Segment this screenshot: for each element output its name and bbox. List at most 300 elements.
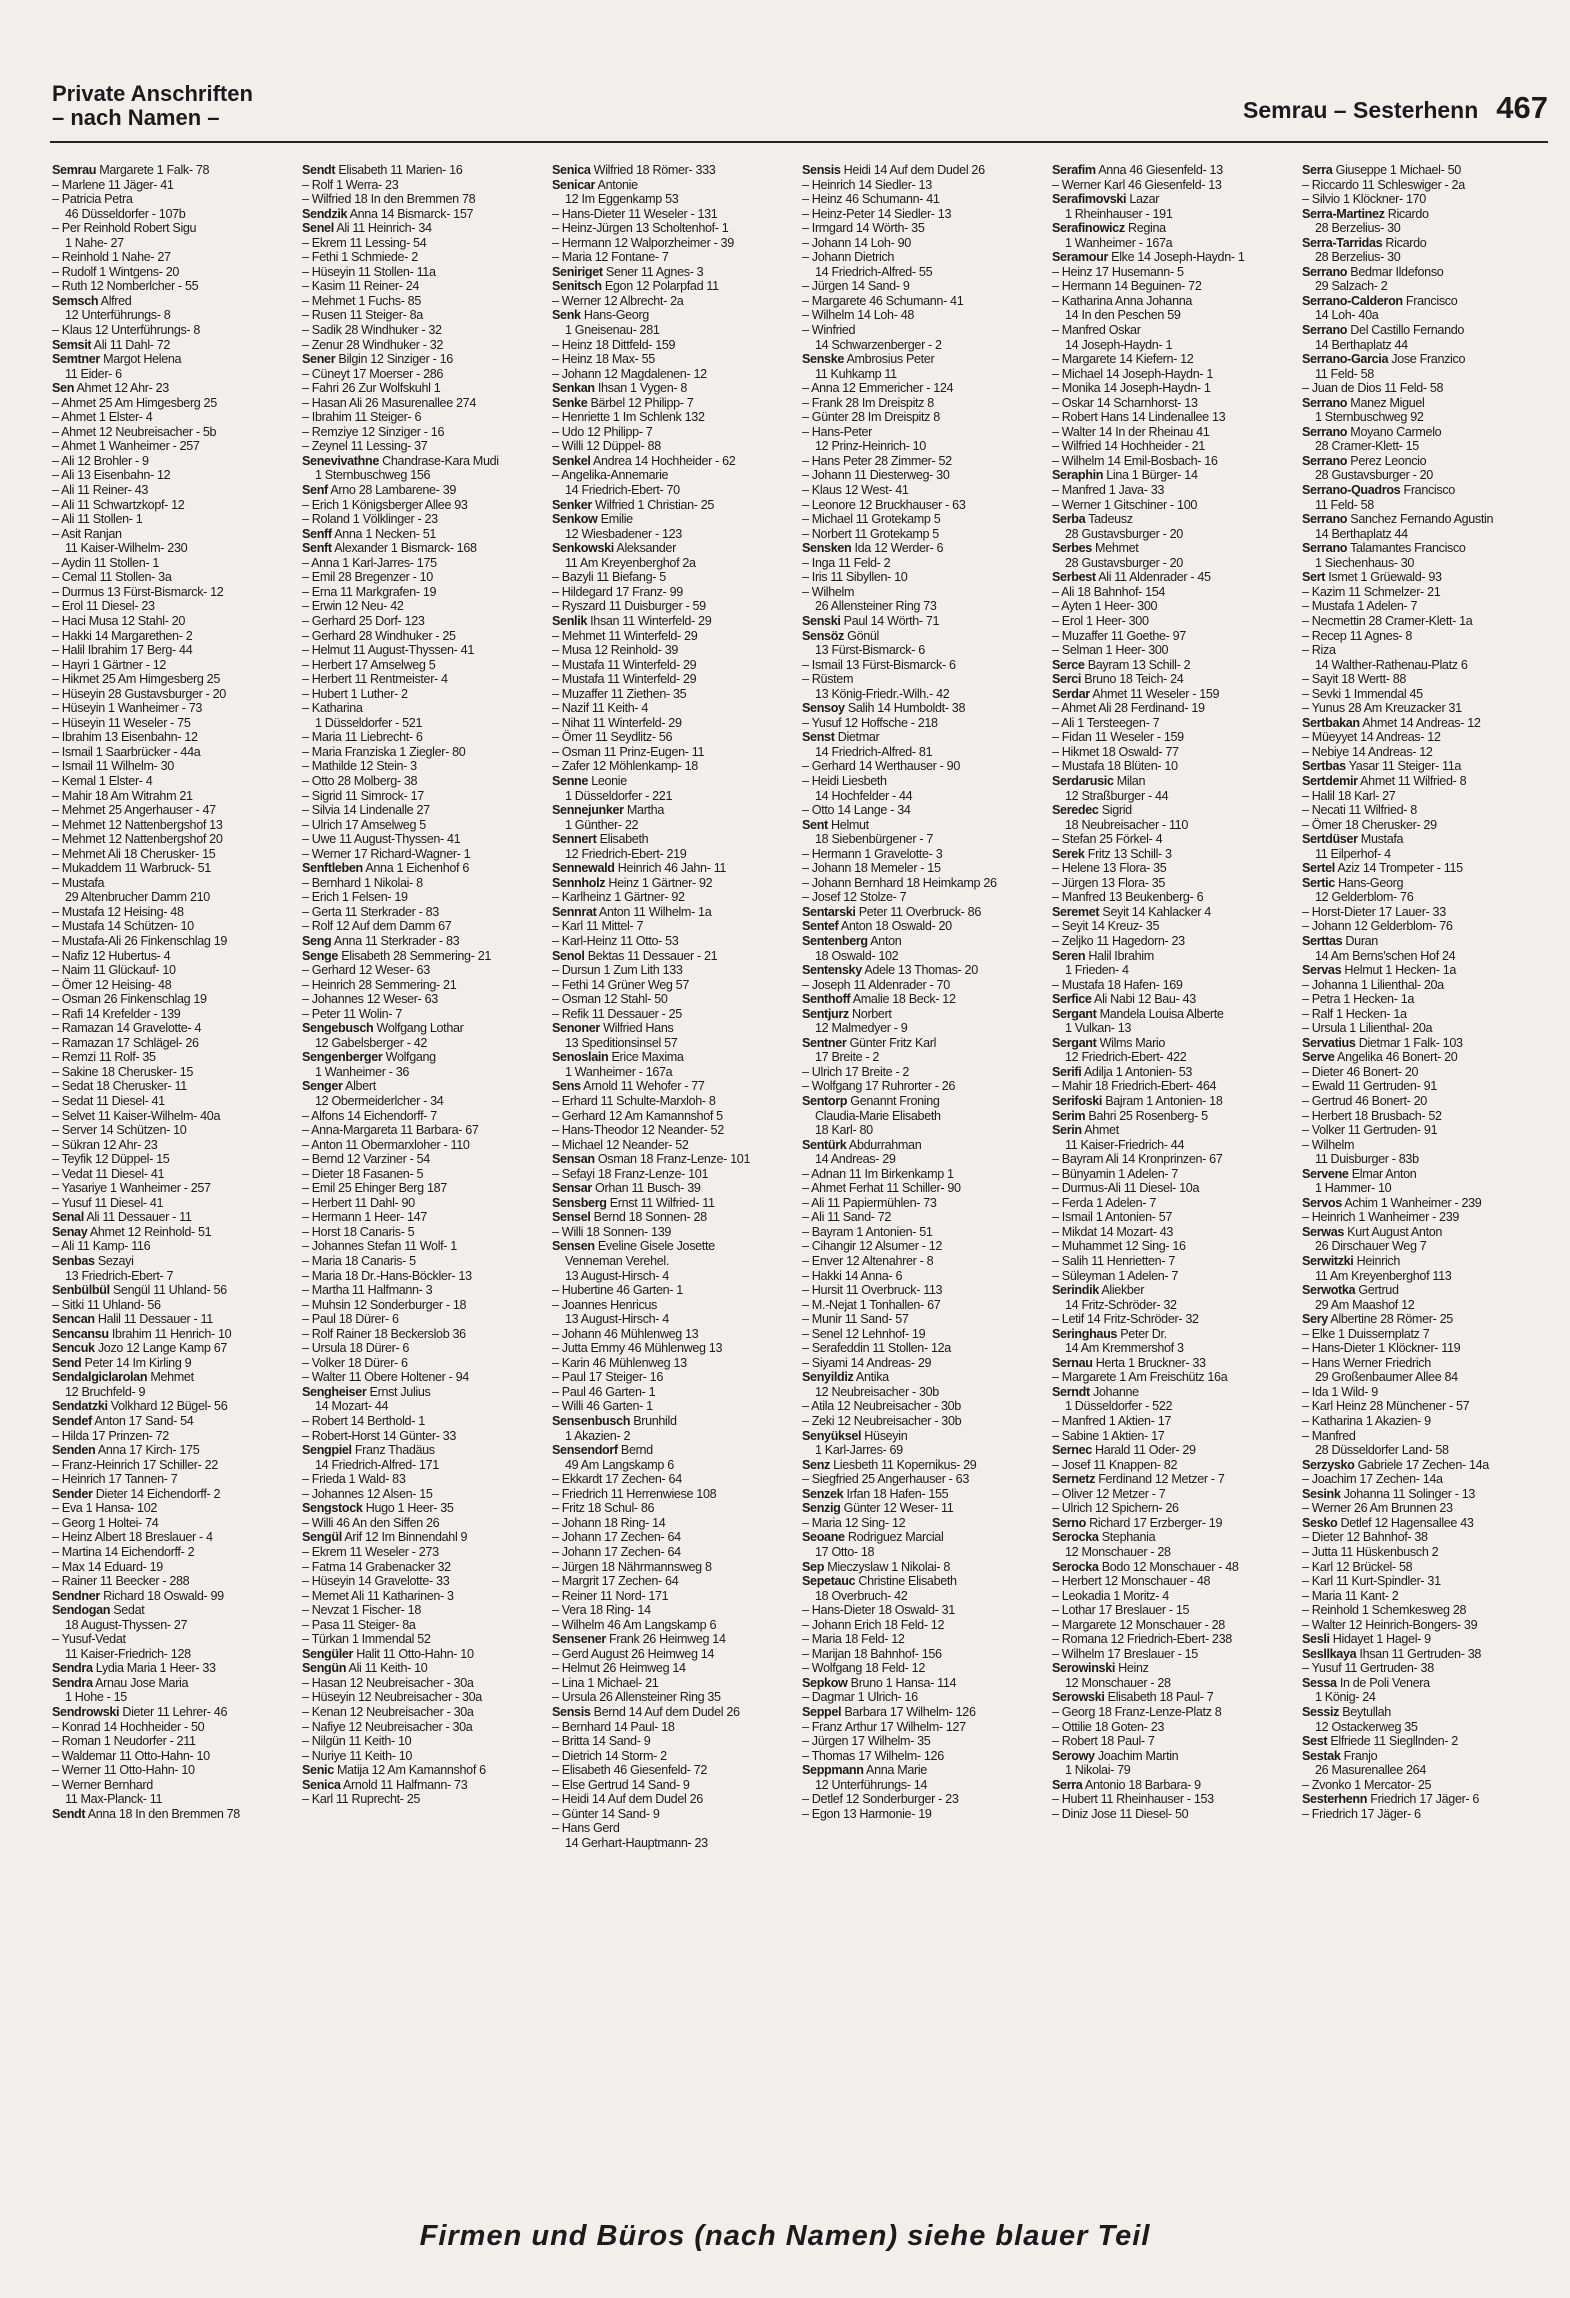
- directory-entry: Sendef Anton 17 Sand- 54: [52, 1414, 194, 1429]
- directory-entry: Sentürk Abdurrahman: [802, 1137, 922, 1152]
- directory-entry: – Ömer 11 Seydlitz- 56: [552, 730, 673, 745]
- surname: Sendt: [302, 163, 336, 177]
- directory-entry: – Mustafa 18 Blüten- 10: [1052, 759, 1178, 774]
- directory-entry: – Hermann 1 Heer- 147: [302, 1210, 427, 1225]
- directory-entry: Servene Elmar Anton: [1302, 1166, 1417, 1181]
- directory-entry: Sen Ahmet 12 Ahr- 23: [52, 381, 169, 396]
- directory-entry: – Osman 12 Stahl- 50: [552, 992, 668, 1007]
- directory-entry: 11 Duisburger - 83b: [1315, 1152, 1419, 1167]
- directory-entry: – Vera 18 Ring- 14: [552, 1603, 651, 1618]
- directory-entry: – Rüstem: [802, 672, 854, 687]
- directory-entry: – Gerhard 14 Werthauser - 90: [802, 759, 960, 774]
- surname: Sen: [52, 381, 75, 396]
- directory-entry: – Heidi Liesbeth: [802, 773, 887, 788]
- surname: Sert: [1302, 570, 1326, 585]
- directory-entry: Sengebusch Wolfgang Lothar: [302, 1021, 464, 1036]
- directory-entry: 14 Friedrich-Alfred- 81: [815, 744, 933, 759]
- directory-entry: – Emil 28 Bregenzer - 10: [302, 570, 433, 585]
- directory-entry: 1 Sternbuschweg 156: [315, 468, 431, 483]
- surname: Sepkow: [802, 1675, 848, 1690]
- surname: Sendalgiclarolan: [52, 1370, 148, 1385]
- directory-entry: Serowy Joachim Martin: [1052, 1748, 1179, 1763]
- directory-entry: 1 Siechenhaus- 30: [1315, 555, 1415, 570]
- directory-entry: – Wilhelm 17 Breslauer - 15: [1052, 1646, 1198, 1661]
- directory-entry: – Mahir 18 Am Witrahm 21: [52, 788, 193, 803]
- surname: Senz: [802, 1457, 830, 1472]
- directory-entry: Semsch Alfred: [52, 293, 132, 308]
- directory-entry: – Erich 1 Felsen- 19: [302, 890, 408, 905]
- directory-entry: – Roman 1 Neudorfer - 211: [52, 1734, 196, 1749]
- directory-entry: – Manfred 1 Aktien- 17: [1052, 1414, 1172, 1429]
- directory-entry: Claudia-Marie Elisabeth: [815, 1108, 941, 1123]
- directory-entry: Serra Giuseppe 1 Michael- 50: [1302, 163, 1461, 177]
- directory-entry: – Josef 12 Stolze- 7: [802, 890, 907, 905]
- directory-entry: – Ottilie 18 Goten- 23: [1052, 1719, 1165, 1734]
- directory-entry: – Irmgard 14 Wörth- 35: [802, 221, 925, 236]
- directory-entry: Senol Bektas 11 Dessauer - 21: [552, 948, 718, 963]
- directory-entry: Senkel Andrea 14 Hochheider - 62: [552, 453, 736, 468]
- directory-entry: – Maria Franziska 1 Ziegler- 80: [302, 744, 466, 759]
- directory-entry: 11 Max-Planck- 11: [65, 1792, 163, 1807]
- directory-entry: – Ramazan 17 Schlägel- 26: [52, 1035, 199, 1050]
- directory-entry: – Fethi 1 Schmiede- 2: [302, 250, 418, 265]
- header-rule: [50, 141, 1548, 143]
- directory-entry: – Thomas 17 Wilhelm- 126: [802, 1748, 944, 1763]
- directory-entry: 14 In den Peschen 59: [1065, 308, 1181, 323]
- directory-entry: Serra Antonio 18 Barbara- 9: [1052, 1777, 1201, 1792]
- directory-entry: – Ali 18 Bahnhof- 154: [1052, 584, 1166, 599]
- directory-entry: – Katharina 1 Akazien- 9: [1302, 1414, 1431, 1429]
- directory-entry: – Maria 12 Fontane- 7: [552, 250, 669, 265]
- directory-entry: 14 Friedrich-Alfred- 55: [815, 264, 933, 279]
- directory-entry: Senst Dietmar: [802, 730, 880, 745]
- directory-entry: – Haci Musa 12 Stahl- 20: [52, 613, 186, 628]
- directory-entry: Serocka Stephania: [1052, 1530, 1156, 1545]
- directory-entry: Sennert Elisabeth: [552, 832, 649, 847]
- directory-entry: – Leokadia 1 Moritz- 4: [1052, 1588, 1169, 1603]
- surname: Senf: [302, 483, 328, 498]
- directory-entry: – Ursula 26 Allensteiner Ring 35: [552, 1690, 721, 1705]
- directory-entry: – Wilhelm 14 Loh- 48: [802, 308, 915, 323]
- directory-entry: – Munir 11 Sand- 57: [802, 1312, 909, 1327]
- directory-entry: – Ömer 12 Heising- 48: [52, 977, 172, 992]
- directory-entry: – Mehmet 12 Nattenbergshof 20: [52, 832, 223, 847]
- directory-entry: – Franz Arthur 17 Wilhelm- 127: [802, 1719, 966, 1734]
- directory-entry: Sensar Orhan 11 Busch- 39: [552, 1181, 701, 1196]
- directory-entry: 11 Kaiser-Wilhelm- 230: [65, 541, 188, 556]
- directory-entry: – Michael 11 Grotekamp 5: [802, 512, 941, 527]
- directory-entry: Sestak Franjo: [1302, 1748, 1378, 1763]
- directory-entry: – Cüneyt 17 Moerser - 286: [302, 366, 444, 381]
- directory-entry: – Selvet 11 Kaiser-Wilhelm- 40a: [52, 1108, 221, 1123]
- directory-entry: – Paul 18 Dürer- 6: [302, 1312, 399, 1327]
- directory-entry: – Hans-Dieter 18 Oswald- 31: [802, 1603, 955, 1618]
- surname: Serce: [1052, 657, 1085, 672]
- directory-entry: – Hikmet 18 Oswald- 77: [1052, 744, 1179, 759]
- directory-entry: – Silvia 14 Lindenalle 27: [302, 803, 430, 818]
- directory-entry: – Nebiye 14 Andreas- 12: [1302, 744, 1433, 759]
- directory-entry: 13 Friedrich-Ebert- 7: [65, 1268, 174, 1283]
- surname: Serindik: [1052, 1283, 1099, 1298]
- directory-entry: – Musa 12 Reinhold- 39: [552, 643, 679, 658]
- directory-entry: 1 Günther- 22: [565, 817, 639, 832]
- directory-entry: – Jürgen 17 Wilhelm- 35: [802, 1734, 931, 1749]
- directory-entry: – Paul 46 Garten- 1: [552, 1384, 656, 1399]
- surname: Senica: [552, 163, 591, 177]
- directory-entry: Senkowski Aleksander: [552, 541, 676, 556]
- directory-entry: Seredec Sigrid: [1052, 803, 1132, 818]
- surname: Servatius: [1302, 1035, 1356, 1050]
- section-subtitle: – nach Namen –: [52, 105, 220, 130]
- directory-entry: 12 Prinz-Heinrich- 10: [815, 439, 926, 454]
- directory-entry: – Zeki 12 Neubreisacher - 30b: [802, 1414, 962, 1429]
- directory-entry: – Ahmet Ali 28 Ferdinand- 19: [1052, 701, 1205, 716]
- directory-entry: – Ali 11 Kamp- 116: [52, 1239, 151, 1254]
- directory-entry: – Sevki 1 Immendal 45: [1302, 686, 1423, 701]
- directory-entry: – Karl 11 Ruprecht- 25: [302, 1792, 421, 1807]
- directory-entry: – Salih 11 Henrietten- 7: [1052, 1254, 1175, 1269]
- directory-entry: Serindik Aliekber: [1052, 1283, 1145, 1298]
- surname: Sencuk: [52, 1341, 95, 1356]
- directory-entry: – Ulrich 17 Amselweg 5: [302, 817, 426, 832]
- directory-entry: – Reiner 11 Nord- 171: [552, 1588, 669, 1603]
- directory-entry: Sertel Aziz 14 Trompeter - 115: [1302, 861, 1463, 876]
- directory-entry: – Ida 1 Wild- 9: [1302, 1384, 1378, 1399]
- directory-entry: Serwas Kurt August Anton: [1302, 1224, 1443, 1239]
- directory-entry: – Gerhard 28 Windhuker - 25: [302, 628, 456, 643]
- surname: Senke: [552, 395, 588, 410]
- directory-entry: – Vedat 11 Diesel- 41: [52, 1166, 165, 1181]
- directory-entry: Serbest Ali 11 Aldenrader - 45: [1052, 570, 1211, 585]
- surname: Sendra: [52, 1661, 93, 1676]
- directory-entry: Seppel Barbara 17 Wilhelm- 126: [802, 1704, 976, 1719]
- directory-entry: – Hilda 17 Prinzen- 72: [52, 1428, 169, 1443]
- directory-entry: – Fidan 11 Weseler - 159: [1052, 730, 1184, 745]
- directory-entry: – Erol 1 Heer- 300: [1052, 613, 1149, 628]
- directory-entry: – Johann 12 Gelderblom- 76: [1302, 919, 1453, 934]
- surname: Serifi: [1052, 1064, 1082, 1079]
- directory-entry: 26 Dirschauer Weg 7: [1315, 1239, 1427, 1254]
- directory-entry: – Bazyli 11 Biefang- 5: [552, 570, 666, 585]
- surname: Serve: [1302, 1050, 1335, 1065]
- directory-entry: Seniriget Sener 11 Agnes- 3: [552, 264, 704, 279]
- surname: Sendef: [52, 1414, 92, 1429]
- surname: Sennholz: [552, 875, 606, 890]
- directory-entry: 12 Gelderblom- 76: [1315, 890, 1414, 905]
- directory-entry: – Margarete 14 Kiefern- 12: [1052, 352, 1194, 367]
- surname: Sensan: [552, 1152, 595, 1167]
- directory-entry: Sencan Halil 11 Dessauer - 11: [52, 1312, 213, 1327]
- directory-entry: – Marijan 18 Bahnhof- 156: [802, 1646, 942, 1661]
- directory-entry: – Wilhelm: [1302, 1137, 1355, 1152]
- directory-entry: – Horst-Dieter 17 Lauer- 33: [1302, 904, 1446, 919]
- directory-entry: Sentorp Genannt Froning: [802, 1094, 940, 1108]
- directory-entry: Serrano Del Castillo Fernando: [1302, 323, 1465, 338]
- directory-entry: – Karl 11 Mittel- 7: [552, 919, 644, 934]
- directory-entry: – Willi 46 An den Siffen 26: [302, 1515, 440, 1530]
- directory-entry: 11 Eider- 6: [65, 366, 122, 381]
- directory-entry: – Hans-Dieter 11 Weseler - 131: [552, 206, 718, 221]
- surname: Seppmann: [802, 1763, 864, 1778]
- directory-entry: 28 Cramer-Klett- 15: [1315, 439, 1419, 454]
- directory-entry: – Halil Ibrahim 17 Berg- 44: [52, 643, 193, 658]
- directory-entry: – Ali 11 Schwartzkopf- 12: [52, 497, 185, 512]
- directory-entry: – Johann 17 Zechen- 64: [552, 1530, 681, 1545]
- directory-entry: 12 Im Eggenkamp 53: [565, 192, 679, 207]
- surname: Sertic: [1302, 875, 1335, 890]
- directory-entry: 13 König-Friedr.-Wilh.- 42: [815, 686, 950, 701]
- directory-entry: – Margarete 46 Schumann- 41: [802, 293, 964, 308]
- directory-entry: – Herbert 17 Amselweg 5: [302, 657, 436, 672]
- directory-entry: Serbes Mehmet: [1052, 541, 1139, 556]
- directory-entry: 14 Fritz-Schröder- 32: [1065, 1297, 1177, 1312]
- directory-entry: – Erol 11 Diesel- 23: [52, 599, 155, 614]
- surname: Sergant: [1052, 1006, 1097, 1021]
- directory-entry: – Ahmet 12 Neubreisacher - 5b: [52, 424, 217, 439]
- directory-entry: Sery Albertine 28 Römer- 25: [1302, 1312, 1453, 1327]
- directory-entry: 1 Wanheimer - 167a: [565, 1064, 673, 1079]
- directory-entry: – Friedrich 17 Jäger- 6: [1302, 1806, 1421, 1821]
- directory-entry: – Max 14 Eduard- 19: [52, 1559, 163, 1574]
- surname: Sender: [52, 1486, 93, 1501]
- surname: Senbas: [52, 1254, 95, 1269]
- directory-entry: Serdarusic Milan: [1052, 773, 1146, 788]
- directory-entry: Serin Ahmet: [1052, 1123, 1119, 1138]
- surname: Senitsch: [552, 279, 602, 294]
- directory-entry: Serrano Perez Leoncio: [1302, 453, 1427, 468]
- directory-entry: – Anna 1 Karl-Jarres- 175: [302, 555, 437, 570]
- directory-entry: – Ursula 1 Lilienthal- 20a: [1302, 1021, 1433, 1036]
- directory-entry: 1 Vulkan- 13: [1065, 1021, 1132, 1036]
- directory-entry: 12 Friedrich-Ebert- 219: [565, 846, 687, 861]
- directory-entry: – Hubertine 46 Garten- 1: [552, 1283, 683, 1298]
- surname: Sensis: [802, 163, 841, 177]
- directory-entry: Sernec Harald 11 Oder- 29: [1052, 1443, 1196, 1458]
- directory-entry: – Hans Gerd: [552, 1821, 620, 1836]
- directory-entry: – Heinz 46 Schumann- 41: [802, 192, 940, 207]
- surname: Sertdemir: [1302, 773, 1358, 788]
- directory-entry: – Udo 12 Philipp- 7: [552, 424, 653, 439]
- directory-entry: – Rolf 12 Auf dem Damm 67: [302, 919, 452, 934]
- directory-entry: – Karl 11 Kurt-Spindler- 31: [1302, 1574, 1441, 1589]
- surname: Sepetauc: [802, 1574, 856, 1589]
- surname: Sendrowski: [52, 1704, 120, 1719]
- directory-entry: Sertic Hans-Georg: [1302, 875, 1404, 890]
- surname: Serndt: [1052, 1384, 1090, 1399]
- directory-entry: – Sükran 12 Ahr- 23: [52, 1137, 158, 1152]
- directory-entry: – Maria 12 Sing- 12: [802, 1515, 906, 1530]
- directory-entry: – Reinhold 1 Schemkesweg 28: [1302, 1603, 1467, 1618]
- surname: Sep: [802, 1559, 825, 1574]
- directory-entry: Sessa In de Poli Venera: [1302, 1675, 1430, 1690]
- directory-entry: – Heinrich 1 Wanheimer - 239: [1302, 1210, 1460, 1225]
- directory-entry: – Joachim 17 Zechen- 14a: [1302, 1472, 1443, 1487]
- directory-entry: – Erwin 12 Neu- 42: [302, 599, 404, 614]
- directory-entry: Serrano-Quadros Francisco: [1302, 483, 1455, 498]
- directory-entry: – Muhsin 12 Sonderburger - 18: [302, 1297, 467, 1312]
- directory-entry: – Remzi 11 Rolf- 35: [52, 1050, 156, 1065]
- directory-entry: – Robert Hans 14 Lindenallee 13: [1052, 410, 1226, 425]
- directory-entry: – Selman 1 Heer- 300: [1052, 643, 1169, 658]
- directory-entry: – Johanna 1 Lilienthal- 20a: [1302, 977, 1444, 992]
- directory-entry: – Johann 12 Magdalenen- 12: [552, 366, 707, 381]
- directory-entry: – Monika 14 Joseph-Haydn- 1: [1052, 381, 1211, 396]
- surname: Senk: [552, 308, 581, 323]
- surname: Senevivathne: [302, 453, 379, 468]
- directory-entry: – Aydin 11 Stollen- 1: [52, 555, 160, 570]
- directory-entry: 1 König- 24: [1315, 1690, 1376, 1705]
- directory-entry: – Ruth 12 Nomberlcher - 55: [52, 279, 199, 294]
- directory-entry: – Johann Dietrich: [802, 250, 895, 265]
- directory-entry: 1 Frieden- 4: [1065, 963, 1129, 978]
- directory-entry: 26 Allensteiner Ring 73: [815, 599, 937, 614]
- directory-entry: Serrano Talamantes Francisco: [1302, 541, 1466, 556]
- directory-entry: Send Peter 14 Im Kirling 9: [52, 1355, 192, 1370]
- directory-entry: – Heinz Albert 18 Breslauer - 4: [52, 1530, 213, 1545]
- directory-entry: – Remziye 12 Sinziger - 16: [302, 424, 445, 439]
- surname: Senic: [302, 1763, 334, 1778]
- directory-entry: – Hüseyin 11 Stollen- 11a: [302, 264, 436, 279]
- directory-entry: – Johannes 12 Weser- 63: [302, 992, 438, 1007]
- surname: Sertdüser: [1302, 832, 1358, 847]
- surname: Seppel: [802, 1704, 842, 1719]
- directory-entry: – Petra 1 Hecken- 1a: [1302, 992, 1415, 1007]
- directory-entry: – Necati 11 Wilfried- 8: [1302, 803, 1417, 818]
- directory-entry: 14 Friedrich-Ebert- 70: [565, 483, 680, 498]
- directory-entry: Seramour Elke 14 Joseph-Haydn- 1: [1052, 250, 1245, 265]
- surname: Serbes: [1052, 541, 1092, 556]
- surname: Sennert: [552, 832, 597, 847]
- directory-entry: Senft Alexander 1 Bismarck- 168: [302, 541, 477, 556]
- surname: Serek: [1052, 846, 1085, 861]
- directory-entry: 1 Wanheimer - 36: [315, 1064, 410, 1079]
- directory-entry: – Ahmet 1 Wanheimer - 257: [52, 439, 200, 454]
- directory-entry: – Emil 25 Ehinger Berg 187: [302, 1181, 447, 1196]
- directory-entry: Sengstock Hugo 1 Heer- 35: [302, 1501, 454, 1516]
- surname: Serra: [1052, 1777, 1083, 1792]
- directory-entry: – Ali 11 Reiner- 43: [52, 483, 149, 498]
- directory-entry: Serowinski Heinz: [1052, 1661, 1149, 1676]
- surname: Sensberg: [552, 1195, 607, 1210]
- directory-entry: 14 Joseph-Haydn- 1: [1065, 337, 1173, 352]
- directory-entry: – Yusuf 12 Hoffsche - 218: [802, 715, 938, 730]
- surname: Sennrat: [552, 904, 597, 919]
- directory-entry: Serve Angelika 46 Bonert- 20: [1302, 1050, 1458, 1065]
- directory-entry: – Durmus-Ali 11 Diesel- 10a: [1052, 1181, 1200, 1196]
- surname: Serrano: [1302, 512, 1348, 527]
- directory-entry: – Ali 11 Stollen- 1: [52, 512, 143, 527]
- directory-entry: Serafim Anna 46 Giesenfeld- 13: [1052, 163, 1223, 177]
- directory-entry: 46 Düsseldorfer - 107b: [65, 206, 186, 221]
- directory-entry: – Bernhard 1 Nikolai- 8: [302, 875, 423, 890]
- directory-entry: Senski Paul 14 Wörth- 71: [802, 613, 940, 628]
- surname: Serbest: [1052, 570, 1096, 585]
- directory-entry: – Norbert 11 Grotekamp 5: [802, 526, 939, 541]
- directory-entry: Senica Arnold 11 Halfmann- 73: [302, 1777, 468, 1792]
- directory-entry: – Werner 1 Gitschiner - 100: [1052, 497, 1198, 512]
- surname: Serrano: [1302, 541, 1348, 556]
- directory-entry: – Robert-Horst 14 Günter- 33: [302, 1428, 456, 1443]
- directory-entry: – Dursun 1 Zum Lith 133: [552, 963, 683, 978]
- surname: Senft: [302, 541, 332, 556]
- directory-entry: – Johann 46 Mühlenweg 13: [552, 1326, 699, 1341]
- directory-entry: – Anton 11 Obermarxloher - 110: [302, 1137, 470, 1152]
- directory-entry: Sert Ismet 1 Grüewald- 93: [1302, 570, 1442, 585]
- directory-entry: – Ayten 1 Heer- 300: [1052, 599, 1158, 614]
- directory-entry: 12 Obermeiderlcher - 34: [315, 1094, 444, 1108]
- directory-entry: – Winfried: [802, 323, 856, 338]
- surname: Sendt: [52, 1806, 86, 1821]
- directory-entry: 12 Friedrich-Ebert- 422: [1065, 1050, 1187, 1065]
- directory-entry: Seppmann Anna Marie: [802, 1763, 927, 1778]
- directory-entry: 18 Siebenbürgener - 7: [815, 832, 933, 847]
- surname: Senkowski: [552, 541, 614, 556]
- column-1: [52, 163, 299, 2183]
- column-6: [1302, 163, 1549, 2183]
- directory-entry: – Robert 14 Berthold- 1: [302, 1414, 425, 1429]
- directory-entry: Sensendorf Bernd: [552, 1443, 653, 1458]
- directory-entry: Sesllkaya Ihsan 11 Gertruden- 38: [1302, 1646, 1482, 1661]
- directory-entry: – Mustafa 11 Winterfeld- 29: [552, 672, 697, 687]
- directory-entry: – Türkan 1 Immendal 52: [302, 1632, 431, 1647]
- directory-entry: Venneman Verehel.: [565, 1254, 669, 1269]
- directory-entry: – Karl-Heinz 11 Otto- 53: [552, 933, 679, 948]
- directory-entry: – Silvio 1 Klöckner- 170: [1302, 192, 1426, 207]
- directory-entry: – Heinz 18 Max- 55: [552, 352, 655, 367]
- directory-entry: – Halil 18 Karl- 27: [1302, 788, 1396, 803]
- directory-entry: – Necmettin 28 Cramer-Klett- 1a: [1302, 613, 1473, 628]
- directory-entry: Sensenbusch Brunhild: [552, 1414, 677, 1429]
- directory-entry: – Gerta 11 Sterkrader - 83: [302, 904, 439, 919]
- directory-entry: Sendogan Sedat: [52, 1603, 145, 1618]
- directory-entry: – Wilhelm 14 Emil-Bosbach- 16: [1052, 453, 1218, 468]
- surname: Senthoff: [802, 992, 851, 1007]
- directory-entry: Sent Helmut: [802, 817, 869, 832]
- directory-entry: 18 Karl- 80: [815, 1123, 873, 1138]
- directory-entry: – Mustafa: [52, 875, 105, 890]
- directory-entry: – Klaus 12 West- 41: [802, 483, 909, 498]
- directory-entry: – Johannes Stefan 11 Wolf- 1: [302, 1239, 457, 1254]
- directory-entry: – Georg 1 Holtei- 74: [52, 1515, 159, 1530]
- directory-entry: – Kasim 11 Reiner- 24: [302, 279, 420, 294]
- directory-entry: – Johann 14 Loh- 90: [802, 235, 911, 250]
- directory-entry: – Hermann 14 Beguinen- 72: [1052, 279, 1202, 294]
- directory-entry: Sennewald Heinrich 46 Jahn- 11: [552, 861, 727, 876]
- surname: Serra-Martinez: [1302, 206, 1385, 221]
- surname: Sensener: [552, 1632, 606, 1647]
- directory-entry: 13 Fürst-Bismarck- 6: [815, 643, 925, 658]
- surname: Sessa: [1302, 1675, 1337, 1690]
- directory-entry: 11 Feld- 58: [1315, 366, 1374, 381]
- directory-entry: Sertbas Yasar 11 Steiger- 11a: [1302, 759, 1462, 774]
- directory-entry: – Nevzat 1 Fischer- 18: [302, 1603, 421, 1618]
- directory-entry: – Yasariye 1 Wanheimer - 257: [52, 1181, 211, 1196]
- directory-entry: – Konrad 14 Hochheider - 50: [52, 1719, 205, 1734]
- surname: Sensar: [552, 1181, 592, 1196]
- directory-entry: Sep Mieczyslaw 1 Nikolai- 8: [802, 1559, 951, 1574]
- directory-entry: – Bernd 12 Varziner - 54: [302, 1152, 430, 1167]
- directory-entry: – Angelika-Annemarie: [552, 468, 669, 483]
- directory-entry: Senke Bärbel 12 Philipp- 7: [552, 395, 694, 410]
- surname: Sengül: [302, 1530, 342, 1545]
- directory-entry: – Horst 18 Canaris- 5: [302, 1224, 415, 1239]
- directory-entry: – Nihat 11 Winterfeld- 29: [552, 715, 682, 730]
- surname: Sertbakan: [1302, 715, 1360, 730]
- directory-entry: – Müeyyet 14 Andreas- 12: [1302, 730, 1441, 745]
- directory-entry: – Otto 14 Lange - 34: [802, 803, 911, 818]
- directory-entry: – Sitki 11 Uhland- 56: [52, 1297, 161, 1312]
- directory-entry: Serndt Johanne: [1052, 1384, 1139, 1399]
